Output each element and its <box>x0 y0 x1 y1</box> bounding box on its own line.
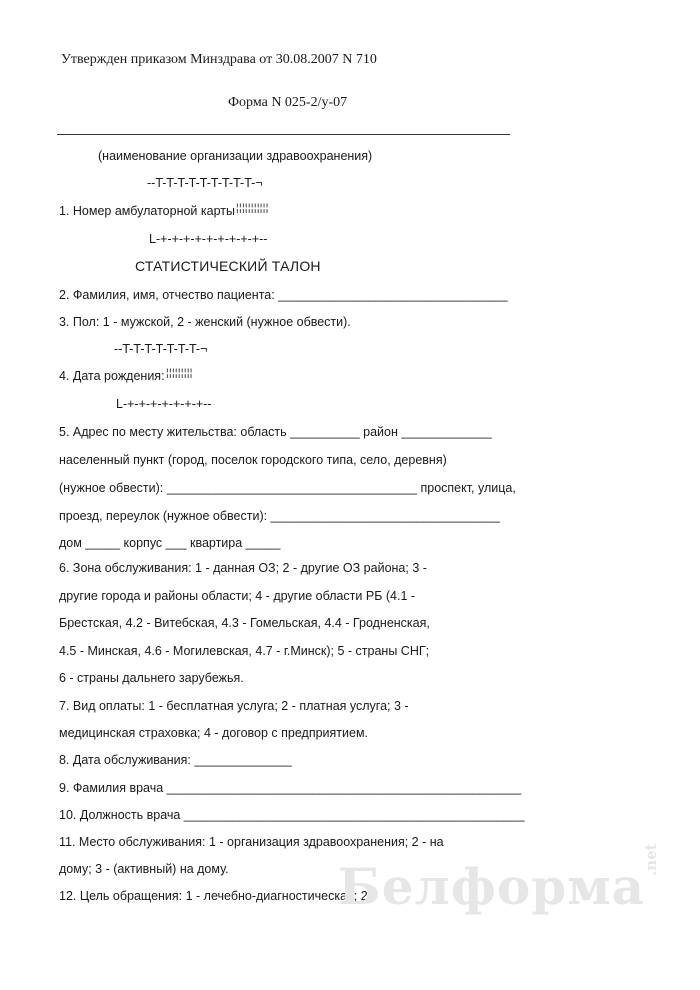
field-address-line-3: (нужное обвести): ____________________________________ проспект, улица, <box>59 481 516 495</box>
field-patient-name: 2. Фамилия, имя, отчество пациента: _________________________________ <box>59 288 508 302</box>
approval-line: Утвержден приказом Минздрава от 30.08.2007 N 710 <box>61 52 377 67</box>
form-number: Форма N 025-2/у-07 <box>228 95 348 110</box>
field-payment-line-1: 7. Вид оплаты: 1 - бесплатная услуга; 2 - платная услуга; 3 - <box>59 699 409 713</box>
card-number-cells: ¦ ¦ ¦ ¦ ¦ ¦ ¦ ¦ ¦ ¦ ¦ <box>236 203 268 214</box>
birth-date-bottom-border: L-+-+-+-+-+-+-+-- <box>116 397 212 411</box>
field-place-line-2: дому; 3 - (активный) на дому. <box>59 862 229 876</box>
org-caption: (наименование организации здравоохранения) <box>98 149 373 163</box>
field-zone-line-5: 6 - страны дальнего зарубежья. <box>59 671 244 685</box>
field-doctor-position: 10. Должность врача _________________________________________________ <box>59 808 525 822</box>
field-address-line-5: дом _____ корпус ___ квартира _____ <box>59 536 281 550</box>
card-number-top-border: --T-T-T-T-T-T-T-T-T-¬ <box>147 176 263 190</box>
field-zone-line-1: 6. Зона обслуживания: 1 - данная ОЗ; 2 - другие ОЗ района; 3 - <box>59 561 427 575</box>
field-address-line-1: 5. Адрес по месту жительства: область __________ район _____________ <box>59 425 492 439</box>
org-name-rule <box>57 134 510 135</box>
birth-date-cells: ¦ ¦ ¦ ¦ ¦ ¦ ¦ ¦ ¦ <box>166 368 192 379</box>
belforma-watermark-suffix: .net <box>642 843 660 876</box>
field-zone-line-3: Брестская, 4.2 - Витебская, 4.3 - Гомельская, 4.4 - Гродненская, <box>59 616 430 630</box>
field-doctor-name: 9. Фамилия врача ___________________________________________________ <box>59 781 522 795</box>
field-place-line-1: 11. Место обслуживания: 1 - организация здравоохранения; 2 - на <box>59 835 444 849</box>
field-zone-line-2: другие города и районы области; 4 - другие области РБ (4.1 - <box>59 589 416 603</box>
card-number-label: 1. Номер амбулаторной карты <box>59 204 235 218</box>
field-service-date: 8. Дата обслуживания: ______________ <box>59 753 292 767</box>
birth-date-top-border: --T-T-T-T-T-T-T-¬ <box>114 342 208 356</box>
field-address-line-4: проезд, переулок (нужное обвести): _________________________________ <box>59 509 500 523</box>
field-address-line-2: населенный пункт (город, поселок городского типа, село, деревня) <box>59 453 447 467</box>
belforma-watermark: Белформа <box>338 857 646 916</box>
document-title: СТАТИСТИЧЕСКИЙ ТАЛОН <box>135 258 321 274</box>
field-zone-line-4: 4.5 - Минская, 4.6 - Могилевская, 4.7 - г.Минск); 5 - страны СНГ; <box>59 644 430 658</box>
birth-date-label: 4. Дата рождения: <box>59 369 165 383</box>
field-sex: 3. Пол: 1 - мужской, 2 - женский (нужное обвести). <box>59 315 351 329</box>
field-purpose-line-1: 12. Цель обращения: 1 - лечебно-диагностическая; 2 - <box>59 889 376 903</box>
card-number-bottom-border: L-+-+-+-+-+-+-+-+-+-- <box>149 232 268 246</box>
field-payment-line-2: медицинская страховка; 4 - договор с предприятием. <box>59 726 369 740</box>
